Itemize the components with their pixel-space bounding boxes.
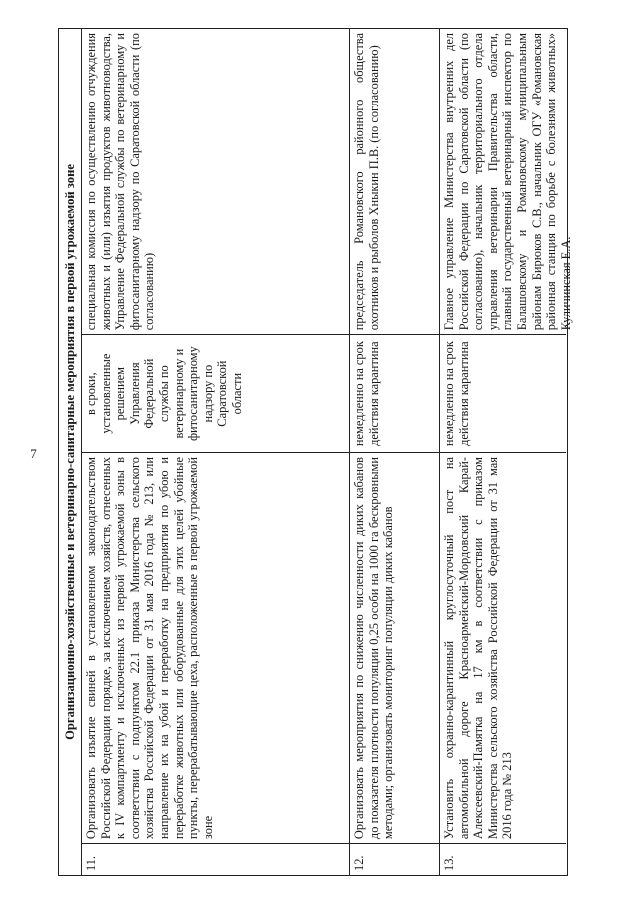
table-row (350, 29, 440, 875)
table-row (82, 29, 350, 875)
executor-cell: специальная комиссия по осуществлению отчуждения животных и (или) изъятия продуктов животноводства, Управление Федеральной службы по ветеринарному и фитосанитарному надзору по Саратовской области (по согласованию) (84, 33, 157, 331)
executor-cell: председатель Романовского районного общества охотников и рыболов Хныкин П.В. (по согласованию) (352, 33, 381, 331)
table-row (440, 29, 573, 875)
rotated-table-container (58, 28, 573, 876)
deadline-cell: немедленно на срок действия карантина (440, 334, 566, 452)
row-number: 11. (82, 843, 349, 875)
measure-cell: Установить охранно-карантинный круглосуточный пост на автомобильной дороге Красноармейский-Мордовский Карай-Алексеевский-Памятка на 17 км в соответствии с приказом Министерства сельского хозяйства Российской Федерации от 31 мая 2016 года № 213 (440, 452, 566, 843)
executor-cell: Главное управление Министерства внутренних дел Российской Федерации по Саратовской области (по согласованию), начальник территориального отдела управления ветеринарии Правительства области, главный государственный ветеринарный инспектор по Балашовскому и Романовскому муниципальным районам Бирюков С.В., начальник ОГУ «Романовская районная станция по борьбе с болезнями животных» Куличинская Е.А. (442, 33, 573, 331)
row-number: 12. (350, 843, 439, 875)
deadline-cell: немедленно на срок действия карантина (350, 334, 439, 452)
measure-cell: Организовать мероприятия по снижению численности диких кабанов до показателя плотности популяции 0,25 особи на 1000 га бескровными методами; организовать мониторинг популяции диких кабанов (350, 452, 439, 843)
page-number: 7 (30, 446, 37, 461)
row-number: 13. (440, 843, 566, 875)
measures-table (58, 28, 573, 876)
deadline-cell: в сроки, установленные решением Управления Федеральной службы по ветеринарному и фитосанитарному надзору по Саратовской области (82, 334, 349, 452)
section-header: Организационно-хозяйственные и ветеринарно-санитарные мероприятия в первой угрожаемой зоне (59, 29, 82, 875)
measure-cell: Организовать изъятие свиней в установленном законодательством Российской Федерации порядке, за исключением хозяйств, отнесенных к IV компартменту и исключенных из первой угрожаемой зоны в соответствии с подпунктом 22.1 приказа Министерства сельского хозяйства Российской Федерации от 31 мая 2016 года № 213, или направление их на убой и переработку на предприятия по убою и переработке животных или оборудованные для этих целей убойные пункты, перерабатывающие цеха, расположенные в первой угрожаемой зоне (82, 452, 349, 843)
